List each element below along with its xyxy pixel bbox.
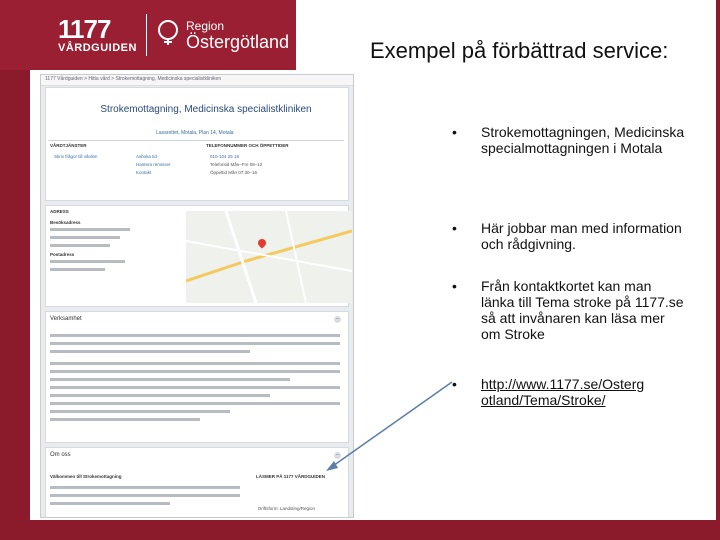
logo-1177: 1177	[58, 14, 111, 44]
bullet-text: Från kontaktkortet kan man länka till Tema stroke på 1177.se så att invånaren kan läsa mer om Stroke	[481, 278, 684, 342]
bullet-icon: •	[452, 220, 457, 236]
phone-hours: Öppettid Mån 07:30–16	[210, 170, 258, 175]
address-line[interactable]: Lasarettet, Motala, Plan 14, Motala	[156, 130, 234, 136]
phone-heading: TELEFONNUMMER OCH ÖPPETTIDER	[206, 143, 289, 148]
slide-title: Exempel på förbättrad service:	[370, 38, 669, 63]
breadcrumb[interactable]: 1177 Vårdguiden > Hitta vård > Strokemottagning, Medicinska specialistkliniken	[41, 75, 353, 86]
address-heading: ADRESS	[50, 209, 69, 214]
address-label: Besöksadress	[50, 220, 81, 225]
about-heading: Verksamhet	[50, 316, 82, 322]
logo-ostergotland: Östergötland	[186, 32, 290, 52]
footer-box: Driftsform: Landsting/Region	[258, 506, 316, 511]
service-link[interactable]: Avboka tid	[136, 154, 157, 159]
phone-number[interactable]: 010-104 25 18	[210, 154, 240, 159]
bullet-icon: •	[452, 124, 457, 140]
phone-hours: Telefontid Mån–Fre 08–12	[210, 162, 263, 167]
service-link[interactable]: Kontakt	[136, 170, 152, 175]
bullet-text: Strokemottagningen, Medicinska specialmottagningen i Motala	[481, 124, 685, 156]
bullet-icon: •	[452, 278, 457, 294]
welcome-heading: Välkommen till Strokemottagning	[50, 474, 122, 479]
service-link[interactable]: Hantera remisser	[136, 162, 171, 167]
stroke-link[interactable]: http://www.1177.se/Osterg otland/Tema/Stroke/	[481, 376, 645, 408]
om-oss-heading: Om oss	[50, 452, 71, 458]
links-heading: LÄSMER PÅ 1177 VÅRDGUIDEN	[256, 474, 326, 479]
page-title: Strokemottagning, Medicinska specialistkliniken	[100, 104, 312, 115]
services-heading: VÅRDTJÄNSTER	[50, 143, 87, 148]
bullet-icon: •	[452, 376, 457, 392]
logo-vardguiden: VÅRDGUIDEN	[58, 42, 137, 54]
service-link[interactable]: Skriv frågor till vården	[54, 154, 98, 159]
bullet-text: Här jobbar man med information och rådgivning.	[481, 220, 682, 252]
collapse-toggle[interactable]: −	[334, 316, 341, 323]
address-label: Postadress	[50, 252, 75, 257]
logo-region: Region	[186, 19, 225, 33]
collapse-toggle[interactable]: −	[334, 452, 341, 459]
